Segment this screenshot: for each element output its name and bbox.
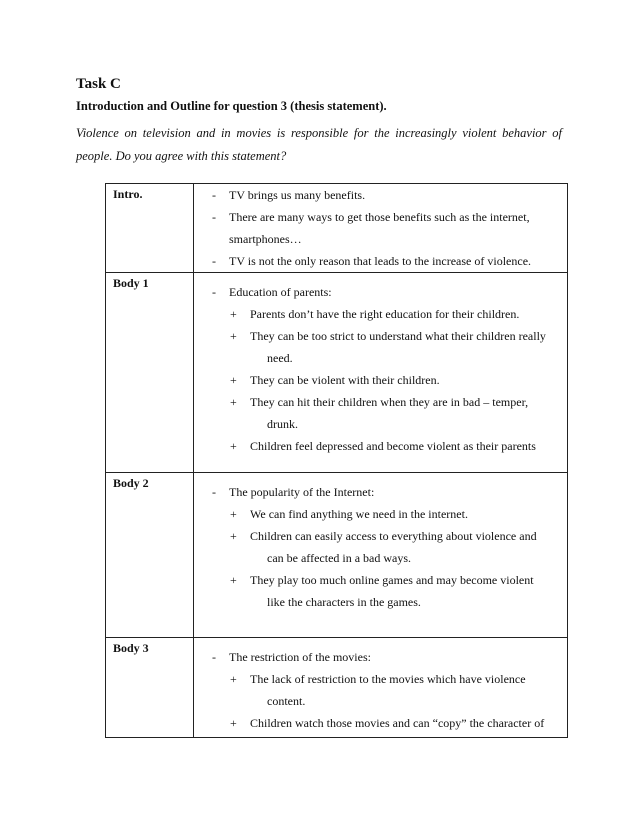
sub-list-item: + Children feel depressed and become violent as their parents (212, 435, 563, 457)
task-title: Task C (76, 76, 121, 92)
list-item-continuation: smartphones… (229, 232, 302, 246)
subtitle: Introduction and Outline for question 3 (thesis statement). (76, 99, 387, 113)
list-item: - TV is not the only reason that leads to the increase of violence. (212, 250, 563, 272)
dash-bullet: - (212, 210, 216, 224)
sub-list-item: + They can be too strict to understand what their children really (212, 325, 563, 347)
sub-list-item-continuation: can be affected in a bad ways. (267, 551, 412, 565)
outline-table (105, 183, 568, 738)
table-row (106, 473, 568, 638)
dash-bullet: - (212, 650, 216, 664)
table-row (106, 638, 568, 738)
plus-bullet: + (230, 373, 237, 387)
list-item: - Education of parents: (212, 281, 563, 303)
dash-bullet: - (212, 485, 216, 499)
sub-list-item: + We can find anything we need in the internet. (212, 503, 563, 525)
plus-bullet: + (230, 529, 237, 543)
list-item: - The popularity of the Internet: (212, 481, 563, 503)
plus-bullet: + (230, 716, 237, 730)
row-content-intro (194, 184, 568, 273)
plus-bullet: + (230, 329, 237, 343)
plus-bullet: + (230, 307, 237, 321)
sub-list-item-continuation: drunk. (267, 417, 298, 431)
row-content-body3 (194, 638, 568, 738)
sub-list-item: + Parents don’t have the right education for their children. (212, 303, 563, 325)
list-item: - There are many ways to get those benefits such as the internet, (212, 206, 563, 228)
sub-list-item: + They can hit their children when they are in bad – temper, (212, 391, 563, 413)
row-label-intro: Intro. (106, 184, 194, 273)
row-content-body1 (194, 273, 568, 473)
plus-bullet: + (230, 395, 237, 409)
plus-bullet: + (230, 573, 237, 587)
sub-list-item-continuation: need. (267, 351, 293, 365)
sub-list-item: + They play too much online games and may become violent (212, 569, 563, 591)
plus-bullet: + (230, 507, 237, 521)
dash-bullet: - (212, 285, 216, 299)
sub-list-item: + Children can easily access to everything about violence and (212, 525, 563, 547)
row-label-body1: Body 1 (106, 273, 194, 473)
dash-bullet: - (212, 188, 216, 202)
list-item: - TV brings us many benefits. (212, 184, 563, 206)
dash-bullet: - (212, 254, 216, 268)
sub-list-item-continuation: like the characters in the games. (267, 595, 421, 609)
table-row (106, 273, 568, 473)
sub-list-item: + They can be violent with their children. (212, 369, 563, 391)
row-label-body2: Body 2 (106, 473, 194, 638)
sub-list-item-continuation: content. (267, 694, 306, 708)
row-label-body3: Body 3 (106, 638, 194, 738)
table-row (106, 184, 568, 273)
question-text: Violence on television and in movies is responsible for the increasingly violent behavior of people. Do you agree with this statement? (76, 126, 562, 163)
plus-bullet: + (230, 439, 237, 453)
row-content-body2 (194, 473, 568, 638)
sub-list-item: + The lack of restriction to the movies which have violence (212, 668, 563, 690)
list-item: - The restriction of the movies: (212, 646, 563, 668)
plus-bullet: + (230, 672, 237, 686)
sub-list-item: + Children watch those movies and can “copy” the character of (212, 712, 563, 734)
